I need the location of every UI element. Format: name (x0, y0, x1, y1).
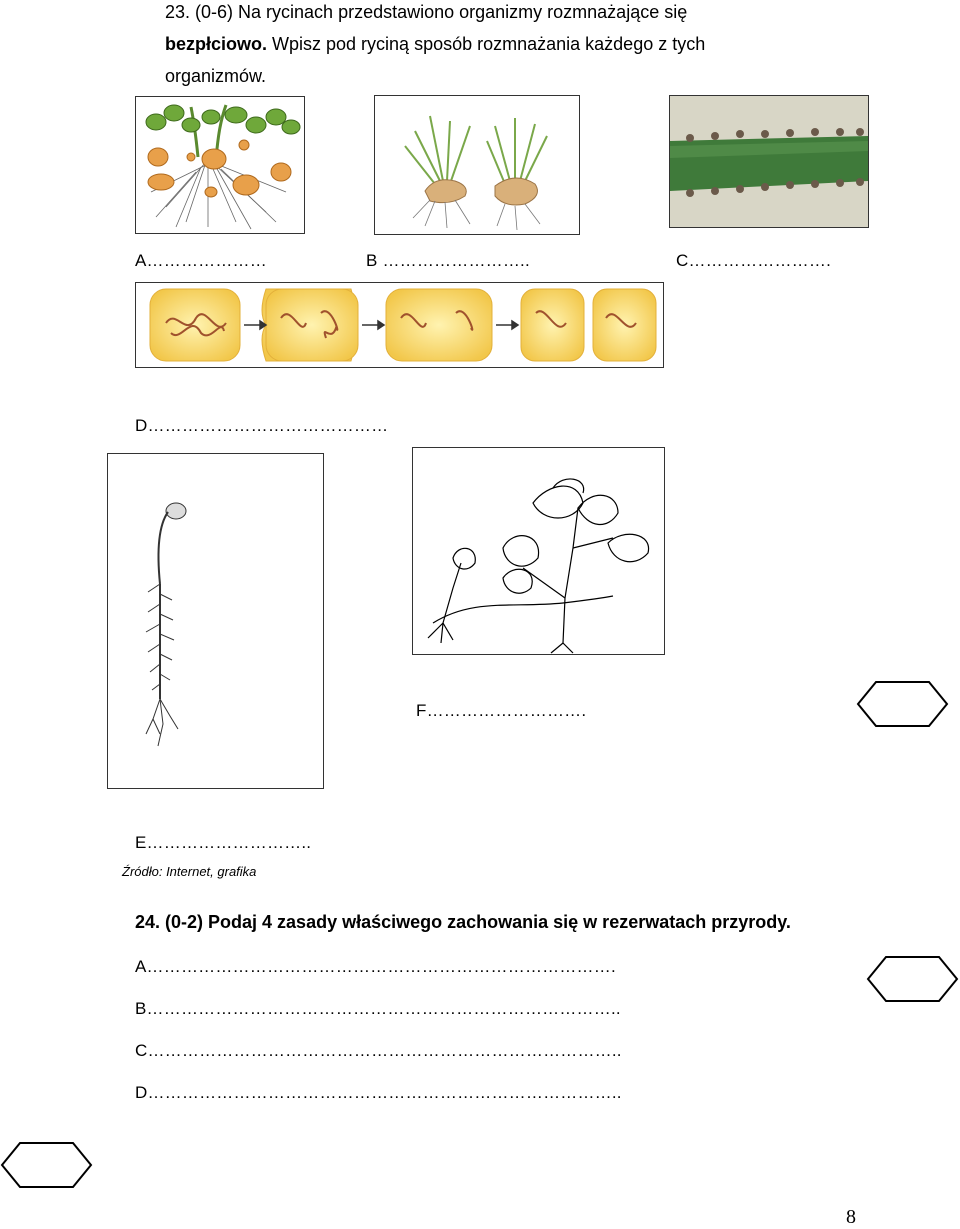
q23-bold-word: bezpłciowo. (165, 34, 268, 54)
image-f-strawberry (412, 447, 665, 655)
potato-illustration (136, 97, 304, 233)
image-e-moss (107, 453, 324, 789)
q23-line1: 23. (0-6) Na rycinach przedstawiono organizmy rozmnażające się (165, 2, 688, 22)
hexagon-score-icon (866, 955, 959, 1003)
q23-line3: organizmów. (165, 66, 267, 86)
leaf-plantlets-illustration (670, 96, 868, 227)
rhizome-illustration (375, 96, 579, 234)
q24-line-a[interactable]: A………………………………………………………………………. (135, 957, 616, 976)
q24-title: 24. (0-2) Podaj 4 zasady właściwego zachowania się w rezerwatach przyrody. (135, 912, 791, 932)
hexagon-score-icon (0, 1141, 93, 1189)
moss-illustration (108, 454, 323, 788)
answer-line-a[interactable]: A………………… (135, 251, 267, 270)
score-box-q24[interactable] (866, 955, 959, 1003)
source-note: Źródło: Internet, grafika (122, 864, 257, 879)
strawberry-runner-illustration (413, 448, 664, 654)
image-d-cell-division (135, 282, 664, 368)
q24-line-d[interactable]: D……………………………………………………………………….. (135, 1083, 622, 1102)
q24-line-c[interactable]: C……………………………………………………………………….. (135, 1041, 622, 1060)
image-c-kalanchoe-leaf (669, 95, 869, 228)
image-b-rhizome (374, 95, 580, 235)
fission-illustration (136, 283, 663, 367)
hexagon-score-icon (856, 680, 949, 728)
answer-line-f[interactable]: F………………………. (416, 701, 587, 720)
answer-line-b[interactable]: B …………………….. (366, 251, 530, 270)
score-box-q23[interactable] (856, 680, 949, 728)
score-box-total[interactable] (0, 1141, 93, 1189)
image-a-potato (135, 96, 305, 234)
q24-line-b[interactable]: B……………………………………………………………………….. (135, 999, 621, 1018)
answer-line-d[interactable]: D…………………………………… (135, 416, 389, 435)
page-number: 8 (846, 1206, 856, 1228)
answer-line-e[interactable]: E……………………….. (135, 833, 312, 852)
q23-line2 (165, 28, 705, 60)
q23-line2-rest: Wpisz pod ryciną sposób rozmnażania każdego z tych (267, 34, 706, 54)
answer-line-c[interactable]: C……………………. (676, 251, 831, 270)
q23-title (165, 0, 687, 28)
